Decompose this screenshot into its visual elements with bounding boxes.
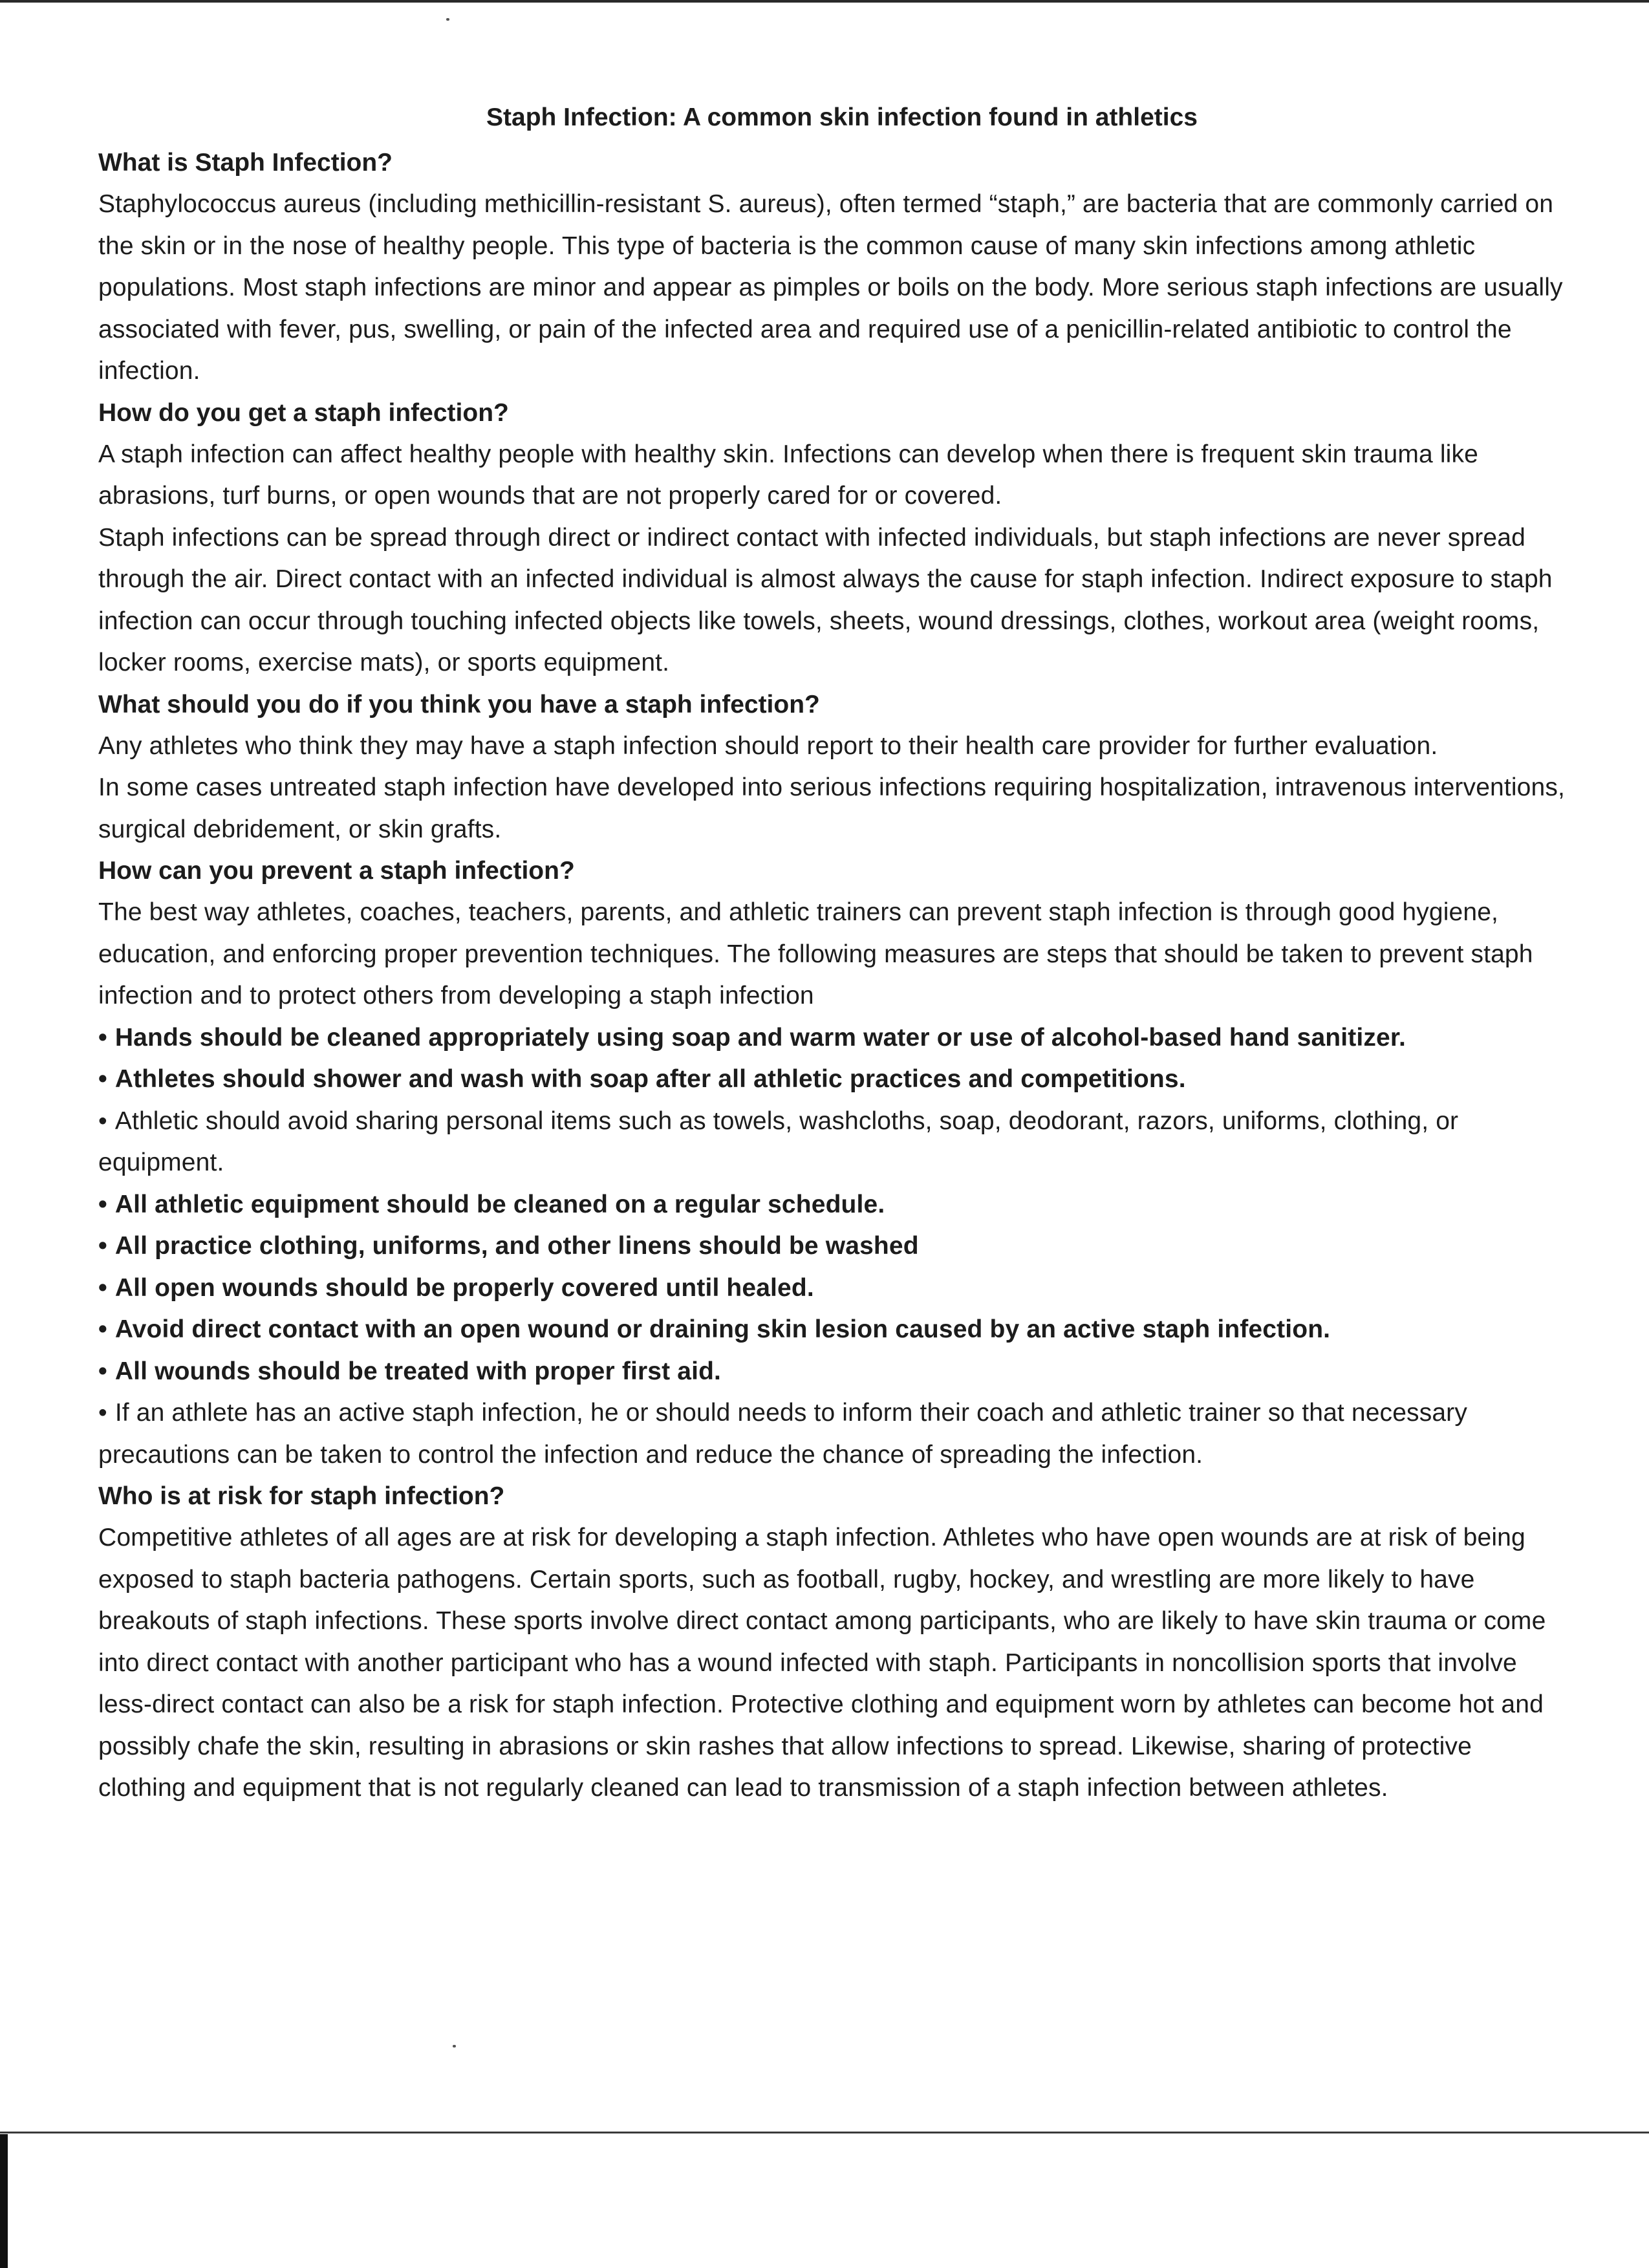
scan-bottom-edge: [0, 2132, 1649, 2133]
section-who-at-risk: [98, 1476, 1566, 1809]
section-paragraph: A staph infection can affect healthy people with healthy skin. Infections can develop when there is frequent skin trauma like abrasions, turf burns, or open wounds that are not properly cared for or covered.: [98, 440, 1478, 510]
scan-top-edge: [0, 0, 1649, 3]
bullet-dot-icon: •: [98, 1399, 107, 1427]
bullet-item: [98, 1392, 1566, 1476]
bullet-text: Athletes should shower and wash with soap after all athletic practices and competitions.: [114, 1065, 1186, 1093]
section-heading: How do you get a staph infection?: [98, 398, 509, 427]
bullet-item: [98, 1017, 1566, 1059]
bullet-text: If an athlete has an active staph infection, he or should needs to inform their coach and athletic trainer so that necessary precautions can be taken to control the infection and reduce the chance of spreading the infection.: [98, 1399, 1467, 1469]
bullet-text: Hands should be cleaned appropriately using soap and warm water or use of alcohol-based hand sanitizer.: [114, 1023, 1406, 1052]
section-heading: Who is at risk for staph infection?: [98, 1482, 505, 1510]
prevention-bullet-list: [98, 1017, 1566, 1476]
bullet-dot-icon: •: [98, 1315, 107, 1343]
scan-speck: [453, 2045, 456, 2047]
bullet-item: [98, 1309, 1566, 1351]
bullet-text: Athletic should avoid sharing personal items such as towels, washcloths, soap, deodorant, razors, uniforms, clothing, or equipment.: [98, 1107, 1459, 1176]
scan-left-edge: [0, 2134, 8, 2268]
document-title: Staph Infection: A common skin infection found in athletics: [486, 103, 1198, 131]
bullet-item: [98, 1101, 1566, 1184]
section-heading: How can you prevent a staph infection?: [98, 857, 575, 885]
bullet-dot-icon: •: [98, 1107, 107, 1135]
bullet-dot-icon: •: [98, 1232, 107, 1260]
bullet-text: Avoid direct contact with an open wound or draining skin lesion caused by an active staph infection.: [114, 1315, 1331, 1343]
section-paragraph: Staphylococcus aureus (including methicillin-resistant S. aureus), often termed “staph,” are bacteria that are commonly carried on the skin or in the nose of healthy people. This type of bacteria is the common cause of many skin infections among athletic populations. Most staph infections are minor and appear as pimples or boils on the body. More serious staph infections are usually associated with fever, pus, swelling, or pain of the infected area and required use of a penicillin-related antibiotic to control the infection.: [98, 190, 1563, 385]
section-heading: What should you do if you think you have a staph infection?: [98, 690, 820, 718]
bullet-dot-icon: •: [98, 1023, 107, 1052]
bullet-dot-icon: •: [98, 1357, 107, 1385]
section-paragraph: Competitive athletes of all ages are at risk for developing a staph infection. Athletes who have open wounds are at risk of being exposed to staph bacteria pathogens. Certain sports, such as football, rugby, hockey, and wrestling are more likely to have breakouts of staph infections. These sports involve direct contact among participants, who are likely to have skin trauma or come into direct contact with another participant who has a wound infected with staph. Participants in noncollision sports that involve less-direct contact can also be a risk for staph infection. Protective clothing and equipment worn by athletes can become hot and possibly chafe the skin, resulting in abrasions or skin rashes that allow infections to spread. Likewise, sharing of protective clothing and equipment that is not regularly cleaned can lead to transmission of a staph infection between athletes.: [98, 1524, 1546, 1802]
section-paragraph: Staph infections can be spread through direct or indirect contact with infected individuals, but staph infections are never spread through the air. Direct contact with an infected individual is almost always the cause for staph infection. Indirect exposure to staph infection can occur through touching infected objects like towels, sheets, wound dressings, clothes, workout area (weight rooms, locker rooms, exercise mats), or sports equipment.: [98, 523, 1553, 676]
bullet-text: All practice clothing, uniforms, and other linens should be washed: [114, 1232, 919, 1260]
section-what-is-staph: [98, 142, 1566, 393]
section-paragraph: The best way athletes, coaches, teachers, parents, and athletic trainers can prevent staph infection is through good hygiene, education, and enforcing proper prevention techniques. The following measures are steps that should be taken to prevent staph infection and to protect others from developing a staph infection: [98, 898, 1533, 1010]
document-body: [98, 97, 1566, 1809]
bullet-item: [98, 1351, 1566, 1393]
bullet-dot-icon: •: [98, 1065, 107, 1093]
bullet-text: All wounds should be treated with proper first aid.: [114, 1357, 722, 1385]
bullet-text: All athletic equipment should be cleaned on a regular schedule.: [114, 1190, 885, 1218]
bullet-item: [98, 1059, 1566, 1101]
section-heading: What is Staph Infection?: [98, 149, 393, 177]
scan-speck: [446, 18, 449, 21]
bullet-item: [98, 1226, 1566, 1268]
bullet-dot-icon: •: [98, 1273, 107, 1302]
section-paragraph: In some cases untreated staph infection have developed into serious infections requiring hospitalization, intravenous interventions, surgical debridement, or skin grafts.: [98, 773, 1565, 843]
bullet-dot-icon: •: [98, 1190, 107, 1218]
section-paragraph: Any athletes who think they may have a staph infection should report to their health care provider for further evaluation.: [98, 731, 1438, 760]
section-what-to-do: [98, 684, 1566, 851]
section-how-get-staph: [98, 393, 1566, 684]
bullet-item: [98, 1268, 1566, 1310]
bullet-item: [98, 1184, 1566, 1226]
section-prevention: [98, 850, 1566, 1476]
bullet-text: All open wounds should be properly covered until healed.: [114, 1273, 814, 1302]
